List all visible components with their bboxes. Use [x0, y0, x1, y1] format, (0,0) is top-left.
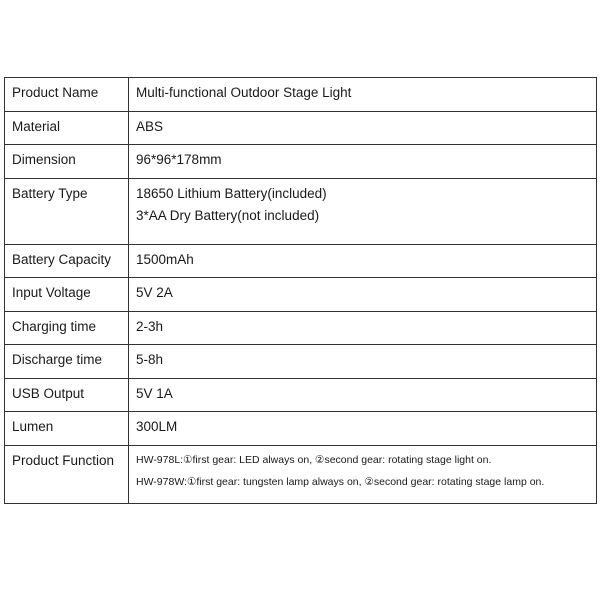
row-value: 96*96*178mm [129, 145, 597, 179]
product-function-line: HW-978L:①first gear: LED always on, ②second gear: rotating stage light on. [136, 453, 492, 466]
row-value: 5V 1A [129, 378, 597, 412]
row-value: 5-8h [129, 345, 597, 379]
row-label: Lumen [5, 412, 129, 446]
table-row [5, 311, 597, 345]
battery-type-line: 3*AA Dry Battery(not included) [136, 207, 320, 223]
table-row [5, 345, 597, 379]
row-label: Product Function [5, 445, 129, 503]
row-label: Battery Type [5, 178, 129, 244]
table-row [5, 145, 597, 179]
row-label: Dimension [5, 145, 129, 179]
row-value: 1500mAh [129, 244, 597, 278]
table-row [5, 412, 597, 446]
table-row [5, 378, 597, 412]
table-row [5, 111, 597, 145]
row-value: 2-3h [129, 311, 597, 345]
table-row [5, 244, 597, 278]
product-function-line: HW-978W:①first gear: tungsten lamp always on, ②second gear: rotating stage lamp on. [136, 475, 545, 488]
row-label: USB Output [5, 378, 129, 412]
table-row [5, 78, 597, 112]
row-value: Multi-functional Outdoor Stage Light [129, 78, 597, 112]
table-row [5, 278, 597, 312]
row-label: Material [5, 111, 129, 145]
table-row [5, 445, 597, 503]
table-row [5, 178, 597, 244]
row-label: Discharge time [5, 345, 129, 379]
row-label: Product Name [5, 78, 129, 112]
row-label: Charging time [5, 311, 129, 345]
row-value: ABS [129, 111, 597, 145]
row-value: 300LM [129, 412, 597, 446]
spec-table [4, 77, 597, 504]
row-value [129, 178, 597, 244]
row-label: Battery Capacity [5, 244, 129, 278]
battery-type-line: 18650 Lithium Battery(included) [136, 185, 327, 201]
row-label: Input Voltage [5, 278, 129, 312]
row-value [129, 445, 597, 503]
row-value: 5V 2A [129, 278, 597, 312]
